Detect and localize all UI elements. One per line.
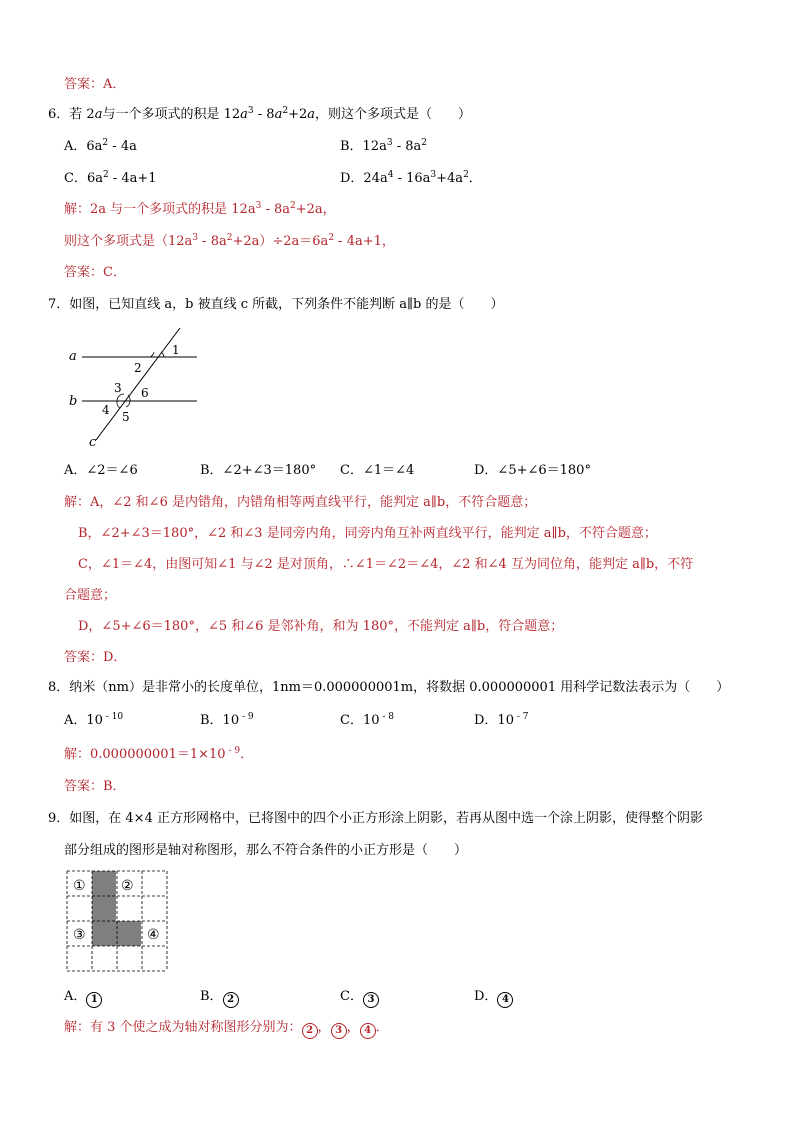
q8-option-c-exp: - 8 [379, 712, 394, 722]
q6-solution-2: 则这个多项式是$(12a^3 - 8a^2+2a)\div 2a=6a^2 - 4a+1$， [64, 233, 395, 249]
shaded-foot [116, 921, 141, 946]
q7-option-b: B．∠2+∠3＝180° [200, 463, 317, 478]
q8-stem: 8．纳米（nm）是非常小的长度单位，1nm＝0.000000001m，将数据 0.000000001 用科学记数法表示为（ ） [48, 680, 730, 695]
q7-stem: 7．如图，已知直线 a，b 被直线 c 所截，下列条件不能判断 a∥b 的是（ ） [48, 297, 504, 312]
label-1: 1 [172, 343, 180, 357]
q6-option-a-text2: - 4a [108, 139, 137, 154]
q6-option-d-text2: - 16a [393, 171, 431, 186]
q8-option-c [340, 712, 394, 730]
q7-figure [62, 322, 212, 450]
q8-option-b [200, 712, 254, 730]
q6-option-a: A．$6a^2 - 4a$ [64, 138, 137, 154]
q6-option-d: D．$24a^4 - 16a^3+4a^2$． [340, 170, 482, 186]
q7-solution-b: B，∠2+∠3＝180°，∠2 和∠3 是同旁内角，同旁内角互补两直线平行，能判定 a∥b，不符合题意； [78, 526, 657, 541]
circled-3-red-icon: 3 [331, 1023, 347, 1039]
angle-arc-2 [150, 352, 154, 357]
label-5: 5 [122, 410, 130, 424]
q6-option-b: B．$12a^3 - 8a^2$ [340, 138, 428, 154]
q6-stem-a: 6．若 2 [48, 107, 95, 122]
grid-label-2: ② [121, 878, 134, 894]
label-3: 3 [114, 381, 122, 395]
q8-answer: 答案：B． [64, 779, 126, 794]
q7-solution-d: D，∠5+∠6＝180°，∠5 和∠6 是邻补角，和为 180°，不能判定 a∥b，符合题意； [78, 619, 564, 634]
q9-option-d [474, 988, 513, 1008]
q9-stem-2: 部分组成的图形是轴对称图形，那么不符合条件的小正方形是（ ） [64, 843, 468, 858]
q6-answer: 答案：C． [64, 265, 126, 280]
angle-arc-1 [161, 352, 164, 357]
q9-grid-figure [66, 870, 168, 972]
circled-2-red-icon: 2 [302, 1023, 318, 1039]
q9-option-b [200, 988, 239, 1008]
grid-label-4: ④ [147, 927, 160, 943]
q6-option-d-text4: ． [468, 171, 482, 186]
q5-answer: 答案：A． [64, 77, 126, 92]
label-2: 2 [134, 361, 142, 375]
q6-stem-d: +2 [288, 107, 308, 122]
q7-solution-c1: C，∠1＝∠4，由图可知∠1 与∠2 是对顶角，∴∠1＝∠2＝∠4，∠2 和∠4 互为同位角，能判定 a∥b，不符 [78, 557, 694, 572]
q9-option-c [340, 988, 379, 1008]
q7-solution-a: 解：A，∠2 和∠6 是内错角，内错角相等两直线平行，能判定 a∥b，不符合题意； [64, 495, 537, 510]
grid-label-3: ③ [73, 927, 86, 943]
q8-option-d [474, 712, 528, 730]
q9-option-c-text: C． [340, 989, 363, 1004]
circled-2-icon: 2 [223, 992, 239, 1008]
circled-1-icon: 1 [86, 992, 102, 1008]
q9-sol-end: ． [375, 1020, 389, 1035]
label-6: 6 [141, 386, 149, 400]
q8-sol-end: ． [240, 747, 254, 762]
q8-option-d-exp: - 7 [513, 712, 529, 722]
q7-solution-c2: 合题意； [64, 588, 117, 603]
q6-option-b-text2: - 8a [392, 139, 422, 154]
q6-sol2-d: - 4a+1， [334, 234, 395, 249]
grid-label-1: ① [73, 878, 86, 894]
q8-option-c-text: C．10 [340, 713, 380, 728]
q6-sol2-b: - 8a [198, 234, 227, 249]
line-c [96, 328, 180, 440]
q9-solution [64, 1019, 389, 1039]
q6-sol2-a: 则这个多项式是（12a [64, 234, 193, 249]
angle-arc-4 [117, 401, 120, 408]
q8-option-b-text: B．10 [200, 713, 240, 728]
q7-option-a: A．∠2＝∠6 [64, 463, 138, 478]
q8-option-b-exp: - 9 [239, 712, 254, 722]
q8-sol-exp: - 9 [225, 746, 241, 756]
q9-sol-sep-2: ， [346, 1020, 360, 1035]
q6-stem-c: - 8 [253, 107, 275, 122]
q9-stem-1: 9．如图，在 4×4 正方形网格中，已将图中的四个小正方形涂上阴影，若再从图中选一个涂上阴影，使得整个阴影 [48, 811, 703, 826]
q9-option-d-text: D． [474, 989, 498, 1004]
label-c: c [89, 435, 97, 450]
q8-option-a [64, 712, 123, 730]
q7-answer: 答案：D． [64, 650, 127, 665]
q6-sol1-a: 解：2a 与一个多项式的积是 12a [64, 202, 256, 217]
circled-4-red-icon: 4 [360, 1023, 376, 1039]
label-4: 4 [102, 403, 110, 417]
q6-stem: 6．若 2a与一个多项式的积是 $12a^3 - 8a^2+2a$，则这个多项式是（ ） [48, 106, 472, 122]
q6-option-c-text: C．6a [64, 171, 103, 186]
angle-arc-6 [128, 395, 130, 401]
q8-option-a-exp: - 10 [102, 712, 124, 722]
q7-option-d: D．∠5+∠6＝180° [474, 463, 591, 478]
q6-sol1-b: - 8a [261, 202, 291, 217]
circled-3-icon: 3 [363, 992, 379, 1008]
q6-option-d-text: D．24a [340, 171, 388, 186]
angle-arc-3 [117, 394, 124, 401]
label-b: b [69, 394, 78, 409]
q6-option-d-text3: +4a [436, 171, 464, 186]
circled-4-icon: 4 [497, 992, 513, 1008]
q9-sol-text: 解：有 3 个使之成为轴对称图形分别为： [64, 1020, 302, 1035]
q6-stem-b: 与一个多项式的积是 12 [102, 107, 241, 122]
label-a: a [69, 349, 77, 364]
q8-sol-text: 解：0.000000001＝1×10 [64, 747, 226, 762]
angle-arc-5 [126, 401, 130, 407]
q6-option-b-text: B．12a [340, 139, 387, 154]
q8-option-a-text: A．10 [64, 713, 103, 728]
q6-sol2-c: +2a）÷2a＝6a [232, 234, 329, 249]
q6-option-c-text2: - 4a+1 [108, 171, 157, 186]
q9-option-b-text: B． [200, 989, 223, 1004]
q6-stem-e: ，则这个多项式是（ ） [315, 107, 472, 122]
q9-option-a [64, 988, 102, 1008]
q6-solution-1: 解：2a 与一个多项式的积是 $12a^3 - 8a^2+2a$， [64, 201, 336, 217]
q7-option-c: C．∠1＝∠4 [340, 463, 415, 478]
q9-option-a-text: A． [64, 989, 87, 1004]
q6-option-a-text: A．6a [64, 139, 103, 154]
shaded-column [92, 871, 116, 946]
q8-option-d-text: D．10 [474, 713, 514, 728]
q6-sol1-c: +2a， [295, 202, 336, 217]
q6-option-c: C．$6a^2 - 4a+1$ [64, 170, 157, 186]
q8-solution [64, 746, 253, 764]
q9-sol-sep-1: ， [317, 1020, 331, 1035]
